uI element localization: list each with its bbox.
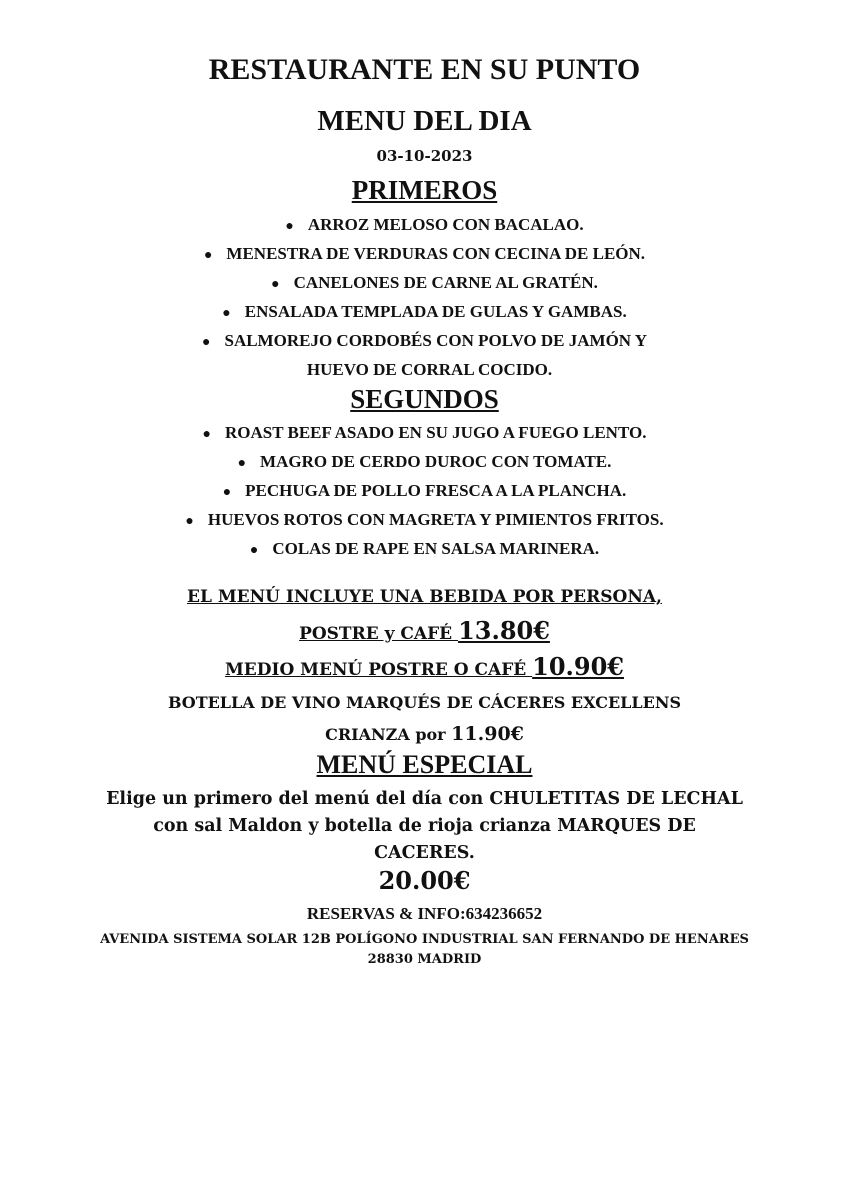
- segundos-list: [0, 419, 849, 564]
- vino-line-1: BOTELLA DE VINO MARQUÉS DE CÁCERES EXCELLENS: [167, 693, 682, 712]
- menu-title: MENU DEL DIA: [317, 105, 532, 137]
- bullet-icon: ●: [285, 219, 294, 234]
- segundos-heading: SEGUNDOS: [350, 384, 499, 414]
- incluye-line-1: EL MENÚ INCLUYE UNA BEBIDA POR PERSONA,: [187, 587, 662, 607]
- menu-price: 13.80€: [458, 616, 550, 645]
- list-item: ● SALMOREJO CORDOBÉS CON POLVO DE JAMÓN Y: [0, 327, 849, 356]
- medio-menu-text: MEDIO MENÚ POSTRE O CAFÉ: [224, 660, 533, 680]
- bullet-icon: ●: [237, 456, 247, 471]
- bullet-icon: ●: [202, 335, 211, 350]
- especial-price: 20.00€: [378, 866, 471, 895]
- list-item: ● ROAST BEEF ASADO EN SU JUGO A FUEGO LENTO.: [0, 419, 849, 448]
- restaurant-name: RESTAURANTE EN SU PUNTO: [208, 53, 641, 86]
- list-item: ● MAGRO DE CERDO DUROC CON TOMATE.: [0, 448, 849, 477]
- vino-text: CRIANZA por: [325, 725, 452, 744]
- list-item-continued: HUEVO DE CORRAL COCIDO.: [306, 360, 553, 379]
- list-item: ● COLAS DE RAPE EN SALSA MARINERA.: [0, 535, 849, 564]
- bullet-icon: ●: [203, 248, 213, 263]
- bullet-icon: ●: [222, 485, 232, 500]
- primeros-heading: PRIMEROS: [351, 175, 498, 205]
- vino-line-2: [0, 719, 849, 750]
- bullet-icon: ●: [249, 543, 259, 558]
- medio-menu-line: [0, 650, 849, 687]
- menu-date: 03-10-2023: [376, 147, 473, 165]
- incluye-text: POSTRE y CAFÉ: [299, 624, 459, 644]
- list-item: ● CANELONES DE CARNE AL GRATÉN.: [0, 269, 849, 298]
- incluye-line-2: [0, 614, 849, 651]
- direccion: AVENIDA SISTEMA SOLAR 12B POLÍGONO INDUSTRIAL SAN FERNANDO DE HENARES 28830 MADRID: [100, 932, 749, 967]
- bullet-icon: ●: [222, 306, 231, 321]
- list-item: ● HUEVOS ROTOS CON MAGRETA Y PIMIENTOS FRITOS.: [0, 506, 849, 535]
- bullet-icon: ●: [202, 427, 211, 442]
- bullet-icon: ●: [271, 277, 280, 292]
- medio-menu-price: 10.90€: [532, 652, 625, 681]
- vino-price: 11.90€: [451, 723, 524, 745]
- list-item: ● ENSALADA TEMPLADA DE GULAS Y GAMBAS.: [0, 298, 849, 327]
- list-item: ● PECHUGA DE POLLO FRESCA A LA PLANCHA.: [0, 477, 849, 506]
- list-item: ● MENESTRA DE VERDURAS CON CECINA DE LEÓN.: [0, 240, 849, 269]
- bullet-icon: ●: [185, 514, 194, 529]
- especial-heading: MENÚ ESPECIAL: [316, 750, 533, 779]
- especial-description: Elige un primero del menú del día con CHULETITAS DE LECHAL con sal Maldon y botella de rioja crianza MARQUES DE CACERES.: [106, 789, 743, 863]
- list-item: ● ARROZ MELOSO CON BACALAO.: [0, 211, 849, 240]
- primeros-list: [0, 211, 849, 383]
- reservas-info: RESERVAS & INFO:634236652: [306, 904, 543, 923]
